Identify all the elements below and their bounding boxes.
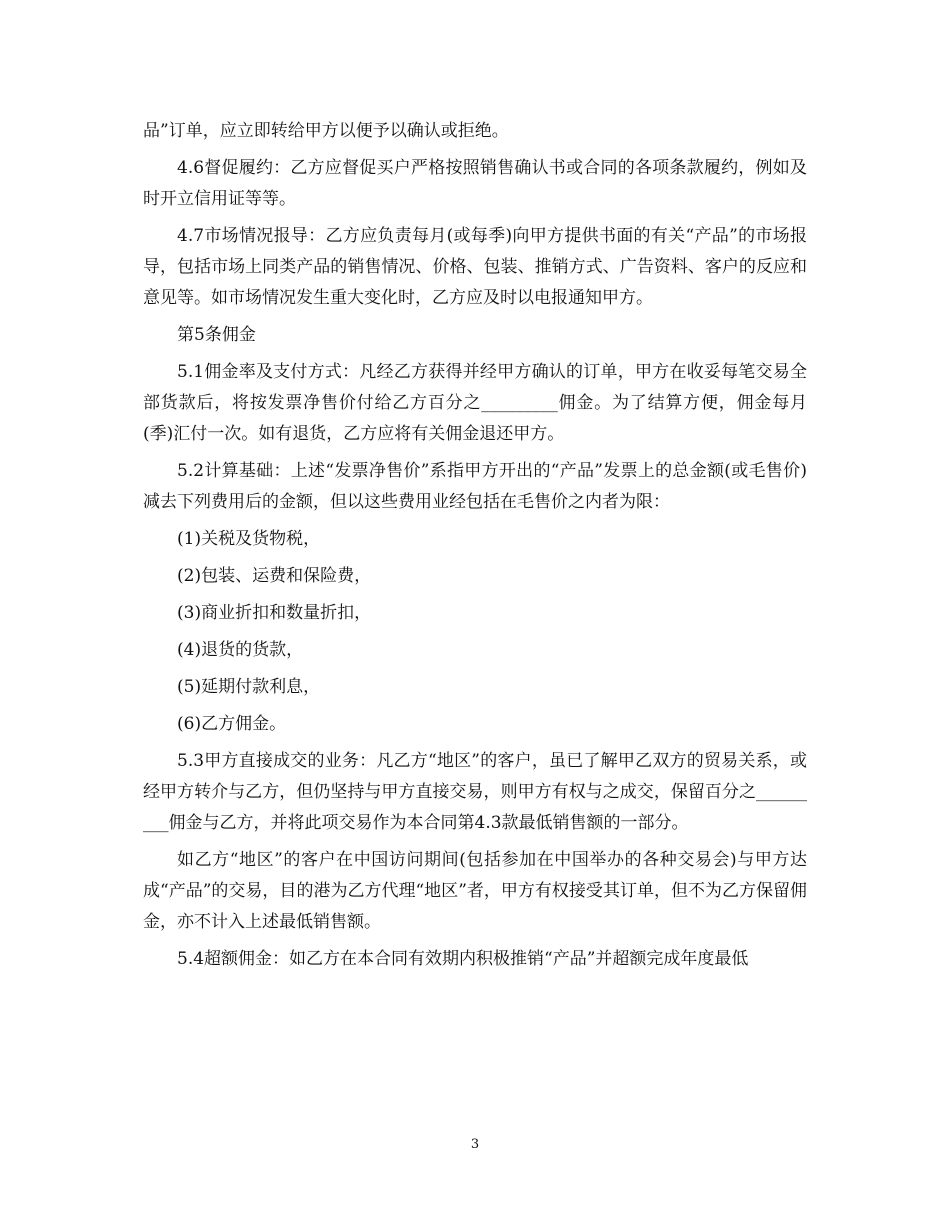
list-item: (1)关税及货物税， bbox=[177, 529, 321, 549]
paragraph-12: 5.3甲方直接成交的业务：凡乙方“地区”的客户，虽已了解甲乙双方的贸易关系，或经甲方转介与乙方，但仍坚持与甲方直接交易，则甲方有权与之成交，保留百分之_________佣金与乙方，并将此项交易作为本合同第4.3款最低销售额的一部分。 bbox=[143, 751, 807, 833]
list-item: (6)乙方佣金。 bbox=[177, 714, 287, 734]
paragraph-1: 4.6督促履约：乙方应督促买户严格按照销售确认书或合同的各项条款履约，例如及时开立信用证等等。 bbox=[143, 158, 807, 209]
paragraph-5: 5.2计算基础：上述“发票净售价”系指甲方开出的“产品”发票上的总金额(或毛售价)减去下列费用后的金额，但以这些费用业经包括在毛售价之内者为限： bbox=[143, 461, 807, 512]
paragraph-4: 5.1佣金率及支付方式：凡经乙方获得并经甲方确认的订单，甲方在收妥每笔交易全部货款后，将按发票净售价付给乙方百分之_________佣金。为了结算方便，佣金每月(季)汇付一次。如有退货，乙方应将有关佣金退还甲方。 bbox=[143, 362, 807, 444]
paragraph-2: 4.7市场情况报导：乙方应负责每月(或每季)向甲方提供书面的有关“产品”的市场报导，包括市场上同类产品的销售情况、价格、包装、推销方式、广告资料、客户的反应和意见等。如市场情况发生重大变化时，乙方应及时以电报通知甲方。 bbox=[143, 226, 807, 308]
document-body bbox=[143, 116, 807, 981]
list-item: (4)退货的货款， bbox=[177, 640, 304, 660]
page-number: 3 bbox=[470, 1137, 480, 1152]
paragraph-13: 如乙方“地区”的客户在中国访问期间(包括参加在中国举办的各种交易会)与甲方达成“产品”的交易，目的港为乙方代理“地区”者，甲方有权接受其订单，但不为乙方保留佣金，亦不计入上述最低销售额。 bbox=[143, 850, 807, 932]
paragraph-14: 5.4超额佣金：如乙方在本合同有效期内积极推销“产品”并超额完成年度最低 bbox=[177, 949, 749, 969]
list-item: (3)商业折扣和数量折扣， bbox=[177, 603, 372, 623]
section-heading: 第5条佣金 bbox=[177, 325, 256, 345]
paragraph-0: 品”订单，应立即转给甲方以便予以确认或拒绝。 bbox=[143, 121, 509, 141]
list-item: (2)包装、运费和保险费， bbox=[177, 566, 372, 586]
list-item: (5)延期付款利息， bbox=[177, 677, 321, 697]
